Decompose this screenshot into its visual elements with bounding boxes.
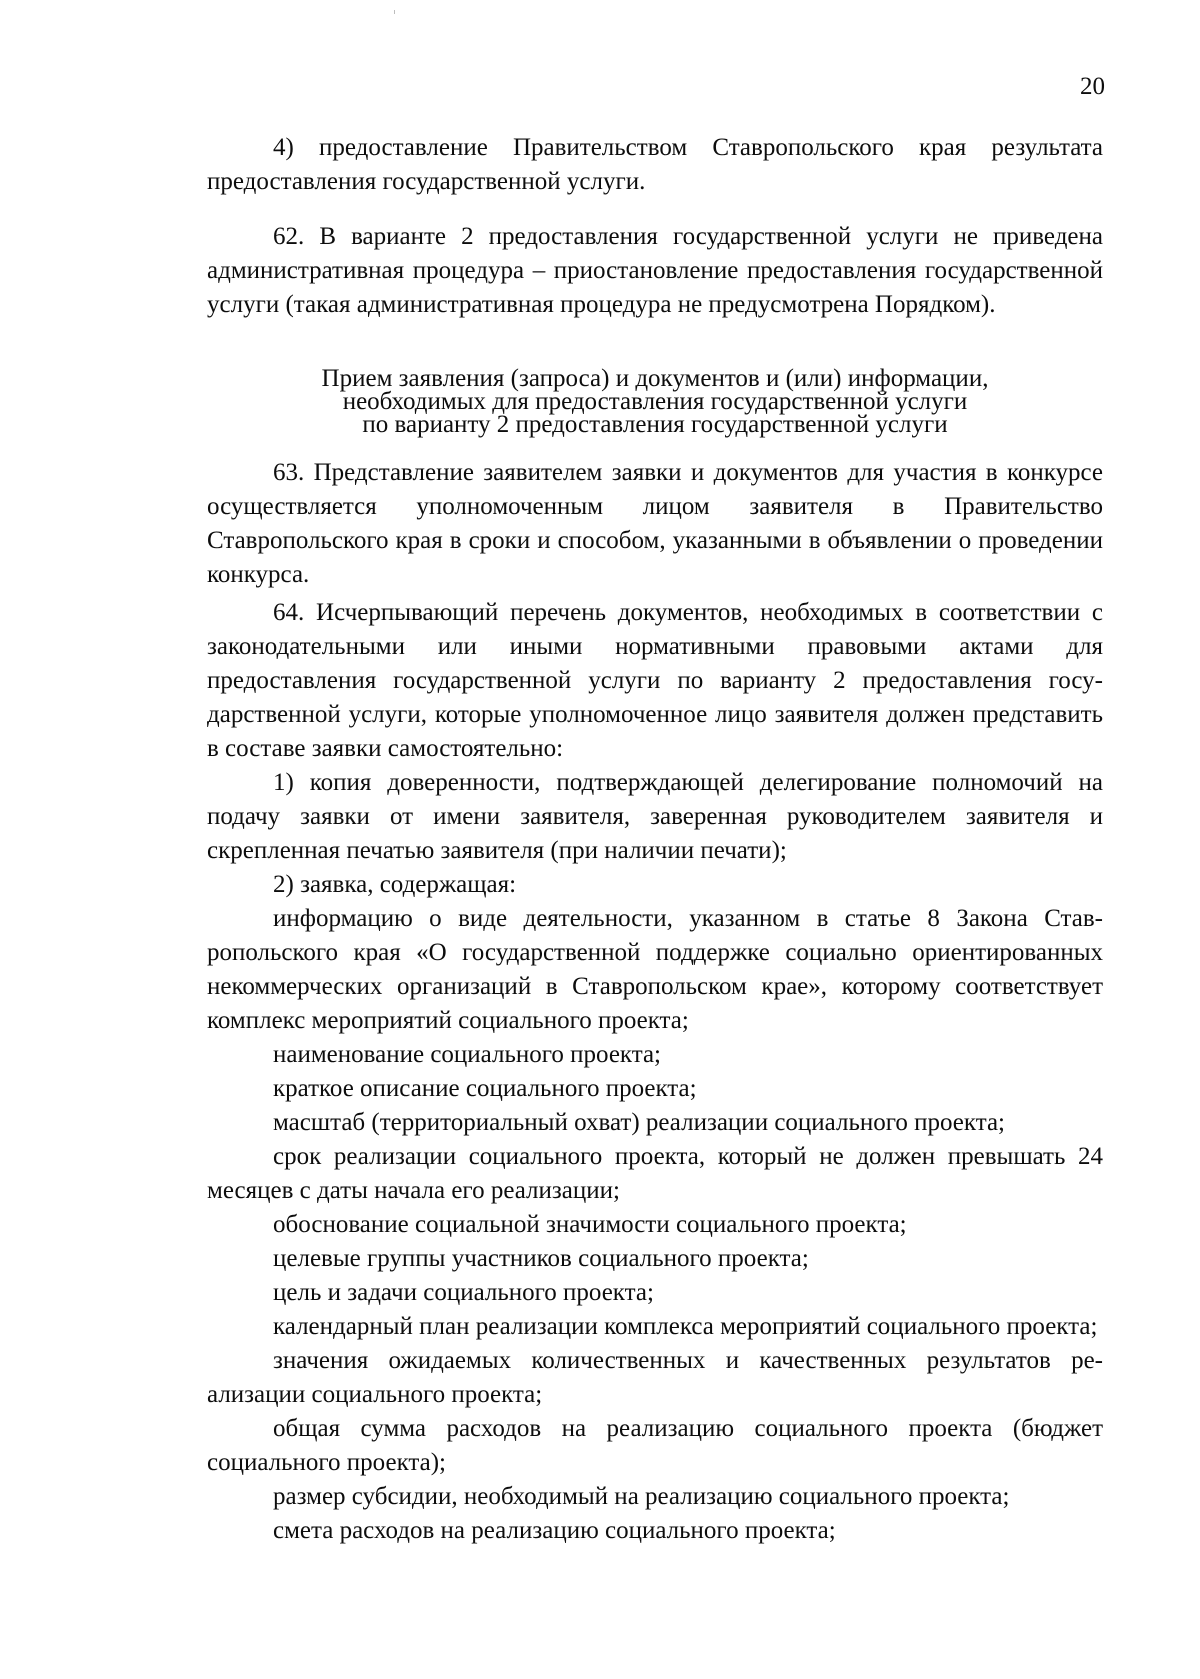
list-item: цель и задачи социального проекта; xyxy=(273,1279,654,1306)
intro-item-text: 4) предоставление Правительством Ставропольского края результата предоставления государственной услуги. xyxy=(207,134,1103,195)
list-item: размер субсидии, необходимый на реализацию социального проекта; xyxy=(273,1483,1010,1510)
list-item: смета расходов на реализацию социального проекта; xyxy=(273,1517,836,1544)
page-number: 20 xyxy=(1080,73,1105,100)
list-item: краткое описание социального проекта; xyxy=(273,1075,697,1102)
section-heading-line-2: необходимых для предоставления государственной услуги xyxy=(342,388,968,415)
paragraph-62-text: 62. В варианте 2 предоставления государственной услуги не приведена административная процедура – приостановление предоставления государственной услуги (такая административная процедура не предусмотрена Порядком). xyxy=(207,223,1103,318)
list-item: 2) заявка, содержащая: xyxy=(273,871,517,898)
section-heading-line-3: по варианту 2 предоставления государственной услуги xyxy=(362,411,948,438)
list-item: целевые группы участников социального проекта; xyxy=(273,1245,809,1272)
paragraph-64 xyxy=(207,596,1103,766)
section-heading xyxy=(207,367,1103,436)
list-item: значения ожидаемых количественных и качественных результатов реализации социального проекта; xyxy=(207,1347,1103,1408)
list-item: срок реализации социального проекта, который не должен превышать 24 месяцев с даты начала его реализации; xyxy=(207,1143,1103,1204)
list-item: масштаб (территориальный охват) реализации социального проекта; xyxy=(273,1109,1005,1136)
list-item: 1) копия доверенности, подтверждающей делегирование полномочий на подачу заявки от имени заявителя, заверенная руководителем заявителя и скрепленная печатью заявителя (при наличии печати); xyxy=(207,769,1103,864)
list-item: общая сумма расходов на реализацию социального проекта (бюджет социального проекта); xyxy=(207,1415,1103,1476)
paragraph-63 xyxy=(207,456,1103,592)
paragraph-62 xyxy=(207,220,1103,322)
section-heading-line-1: Прием заявления (запроса) и документов и (или) информации, xyxy=(321,365,989,392)
list-item: информацию о виде деятельности, указанном в статье 8 Закона Ставропольского края «О государственной поддержке социально ориентированных некоммерческих организаций в Ставропольском крае», которому соответствует комплекс мероприятий социального проекта; xyxy=(207,905,1103,1034)
list-item: календарный план реализации комплекса мероприятий социального проекта; xyxy=(273,1313,1098,1340)
scan-speck xyxy=(394,10,395,14)
paragraph-63-text: 63. Представление заявителем заявки и документов для участия в конкурсе осуществляется уполномоченным лицом заявителя в Правительство Ставропольского края в сроки и способом, указанными в объявлении о проведении конкурса. xyxy=(207,459,1103,588)
list-item: обоснование социальной значимости социального проекта; xyxy=(273,1211,907,1238)
list-item: наименование социального проекта; xyxy=(273,1041,662,1068)
paragraph-64-text: 64. Исчерпывающий перечень документов, необходимых в соответствии с законодательными или иными нормативными правовыми актами для предоставления государственной услуги по варианту 2 предоставления государственной услуги, которые уполномоченное лицо заявителя должен представить в составе заявки самостоятельно: xyxy=(207,599,1103,762)
document-list xyxy=(207,766,1103,1548)
intro-item xyxy=(207,131,1103,199)
